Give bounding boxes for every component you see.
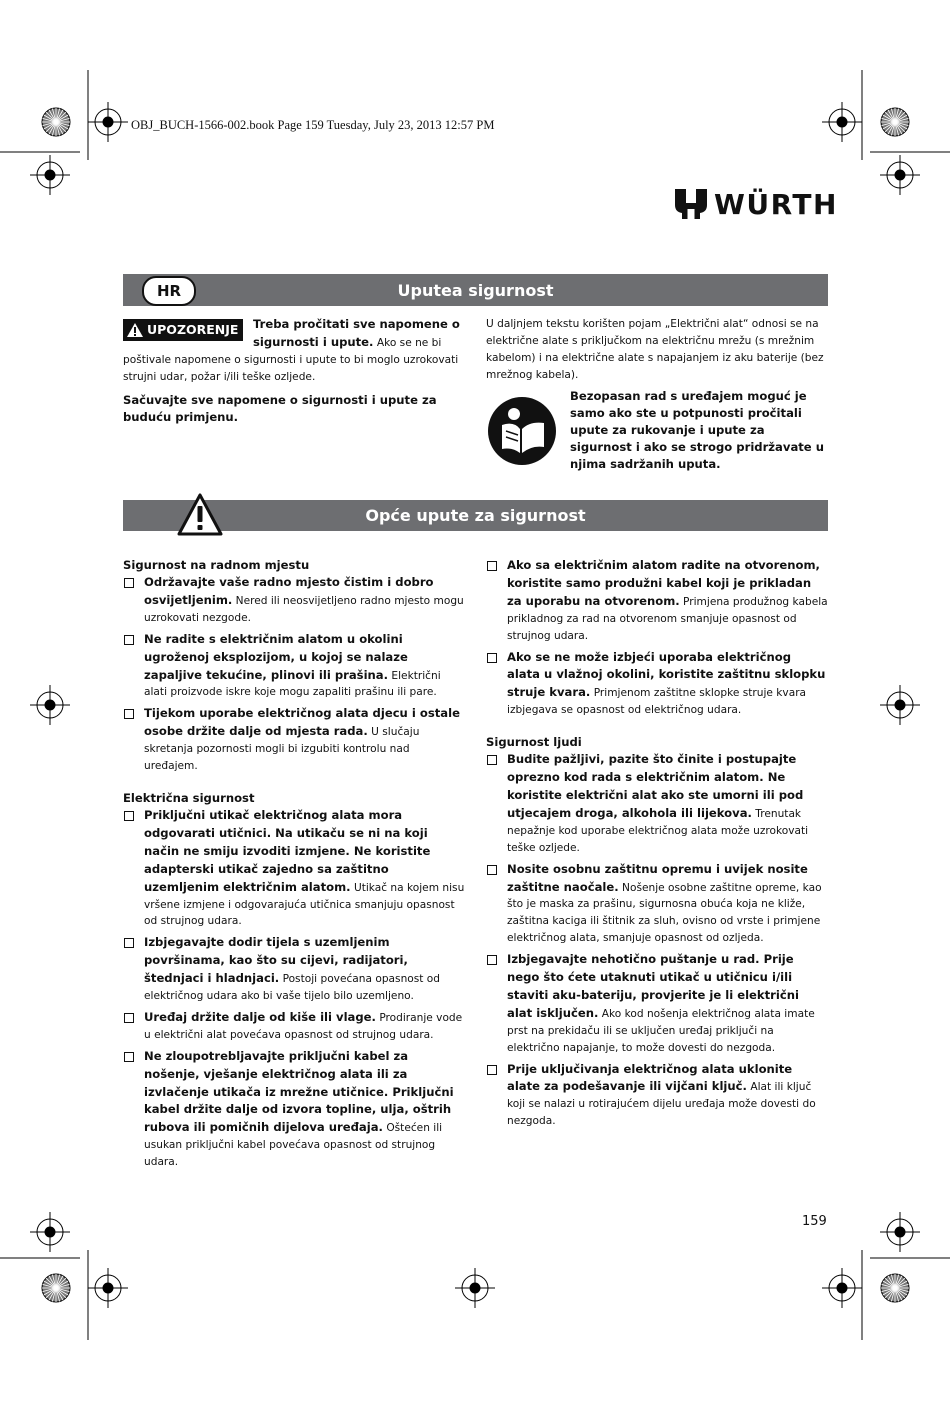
safety-item-bold: Ne zloupotrebljavajte priključni kabel za nošenje, vješanje električnog alata ili za izvlačenje utikača iz mrežne utičnice. Priključni kabel držite dalje od izvora topline, ulja, oštrih rubova ili pomičnih dijelova uređaja. [144,1048,454,1135]
subsection-heading: Sigurnost ljudi [486,735,582,750]
checkbox-bullet-icon [487,653,497,663]
checkbox-bullet-icon [124,578,134,588]
general-safety-title-bar [123,500,828,531]
safety-item [123,934,465,1005]
subsection-heading: Sigurnost na radnom mjestu [123,558,310,572]
checkbox-bullet-icon [487,1065,497,1075]
safety-item [123,631,465,702]
safety-item-text: Utikač na kojem nisu vršene izmjene i odgovarajuća utičnica smanjuju opasnost od strujnog udara. [144,881,465,928]
safety-item [123,705,465,775]
warning-sign-icon [176,492,224,542]
safety-item-text: Postoji povećana opasnost od električnog udara ako bi vaše tijelo bilo uzemljeno. [144,973,441,1003]
checkbox-bullet-icon [124,811,134,821]
safety-item [486,557,828,645]
checkbox-bullet-icon [124,1052,134,1062]
safety-item [486,649,828,720]
safety-item [486,861,828,948]
safety-item-bold: Održavajte vaše radno mjesto čistim i dobro osvijetljenim. [144,575,434,607]
safety-item-text: Prodiranje vode u električni alat povećava opasnost od strujnog udara. [144,1011,463,1041]
safety-item [123,807,465,930]
general-safety-title: Opće upute za sigurnost [365,506,586,525]
safety-item-text: Primjenom zaštitne sklopke struje kvara izbjegava se opasnost od električnog udara. [507,687,807,717]
page-number: 159 [802,1214,827,1229]
safety-item-text: Nered ili neosvijetljeno radno mjesto mogu uzrokovati nezgode. [144,594,464,624]
safety-item-bold: Izbjegavajte nehotično puštanje u rad. Prije nego što ćete utaknuti utikač u utičnicu i/ili staviti aku-bateriju, provjerite je li električni alat isključen. [507,952,799,1020]
intro-text: U daljnjem tekstu korišten pojam „Električni alat“ odnosi se na električne alate s priključkom na električnu mrežu (s mrežnim kabelom) i na električne alate s napajanjem iz aku baterije (bez mrežnog kabela). [486,318,824,381]
right-column [486,557,828,1134]
left-column [123,557,465,1175]
safety-item-text: Trenutak nepažnje kod uporabe električnog alata može uzrokovati teške ozljede. [507,807,809,854]
safety-item-text: Električni alati proizvode iskre koje mogu zapaliti prašinu ili pare. [144,669,441,699]
safety-item-bold: Ne radite s električnim alatom u okolini ugroženoj eksplozijom, u kojoj se nalaze zapaljive tekućine, plinovi ili prašina. [144,631,408,682]
checkbox-bullet-icon [124,709,134,719]
safety-item-text: Ako kod nošenja električnog alata imate prst na prekidaču ili se uključen uređaj priključi na električno napajanje, to može dovesti do nezgoda. [507,1007,815,1054]
language-badge: HR [142,276,196,306]
checkbox-bullet-icon [487,955,497,965]
safety-item-text: Oštećen ili usukan priključni kabel povećava opasnost od strujnog udara. [144,1122,443,1169]
checkbox-bullet-icon [124,1013,134,1023]
safety-item [123,574,465,627]
safety-item-bold: Budite pažljivi, pazite što činite i postupajte oprezno kod rada s električnim alatom. Ne koristite električni alat ako ste umorni ili pod utjecajem droga, alkohola ili lijekova. [507,752,804,820]
safety-item [486,951,828,1056]
subsection-heading: Električna sigurnost [123,790,255,805]
wurth-logo-text: WÜRTH [714,187,838,221]
warning-bold-text: Treba pročitati sve napomene o sigurnosti i upute. [253,317,460,349]
safety-item-bold: Uređaj držite dalje od kiše ili vlage. [144,1009,376,1024]
safety-item-bold: Ako sa električnim alatom radite na otvorenom, koristite samo produžni kabel koji je prikladan za uporabu na otvorenom. [507,558,820,608]
safety-item-bold: Nosite osobnu zaštitnu opremu i uvijek nosite zaštitne naočale. [507,861,808,894]
book-header-line: OBJ_BUCH-1566-002.book Page 159 Tuesday, July 23, 2013 12:57 PM [131,118,495,132]
keep-instructions-text: Sačuvajte sve napomene o sigurnosti i upute za buduću primjenu. [123,392,437,424]
safety-item-bold: Tijekom uporabe električnog alata djecu i ostale osobe držite dalje od mjesta rada. [144,706,460,739]
safety-item [486,1061,828,1131]
section-title: Uputea sigurnost [397,280,554,300]
safety-item-bold: Priključni utikač električnog alata mora odgovarati utičnici. Na utikaču se ni na koji način ne smiju izvoditi izmjene. Ne koristite adapterski utikač zajedno sa zaštitno uzemljenim električnim alatom. [144,807,431,894]
checkbox-bullet-icon [487,755,497,765]
safety-item [123,1048,465,1171]
section-title-bar [123,274,828,306]
checkbox-bullet-icon [124,635,134,645]
safety-item-bold: Izbjegavajte dodir tijela s uzemljenim površinama, kao što su cijevi, radijatori, štednjaci i hladnjaci. [144,935,408,986]
safety-item-text: Alat ili ključ koji se nalazi u rotirajućem dijelu uređaja može dovesti do nezgoda. [507,1081,816,1128]
safety-item [123,1009,465,1044]
warning-triangle-icon [126,322,144,338]
safety-item-text: Primjena produžnog kabela prikladnog za rad na otvorenom smanjuje opasnost od strujnog udara. [507,595,828,642]
checkbox-bullet-icon [487,561,497,571]
warning-normal-text: Ako se ne bi poštivale napomene o sigurnosti i upute to bi moglo uzrokovati strujni udar, požar i/ili teške ozljede. [123,336,459,383]
manual-instructions-text: Bezopasan rad s uređajem moguć je samo ako ste u potpunosti pročitali upute za rukovanje i upute za sigurnost i ako se strogo pridržavate u njima sadržanih uputa. [570,389,824,471]
wurth-logo [674,187,838,221]
safety-item-text: U slučaju skretanja pozornosti mogli bi izgubiti kontrolu nad uređajem. [144,726,420,773]
safety-item-text: Nošenje osobne zaštitne opreme, kao što je maska za prašinu, sigurnosna obuća koja ne kliže, zaštitna kaciga ili štitnik za sluh, ovisno od vrste i primjene električnog alata, smanjuje opasnost od ozljeda. [507,881,822,945]
read-manual-icon [486,395,558,471]
checkbox-bullet-icon [124,938,134,948]
warning-label: UPOZORENJE [123,319,243,341]
warning-block [123,316,465,425]
wurth-logo-icon [674,187,708,221]
safety-item-bold: Prije uključivanja električnog alata uklonite alate za podešavanje ili vijčani ključ. [507,1061,793,1094]
checkbox-bullet-icon [487,865,497,875]
safety-item-bold: Ako se ne može izbjeći uporaba električnog alata u vlažnoj okolini, koristite zaštitnu sklopku struje kvara. [507,649,826,700]
safety-item [486,751,828,856]
